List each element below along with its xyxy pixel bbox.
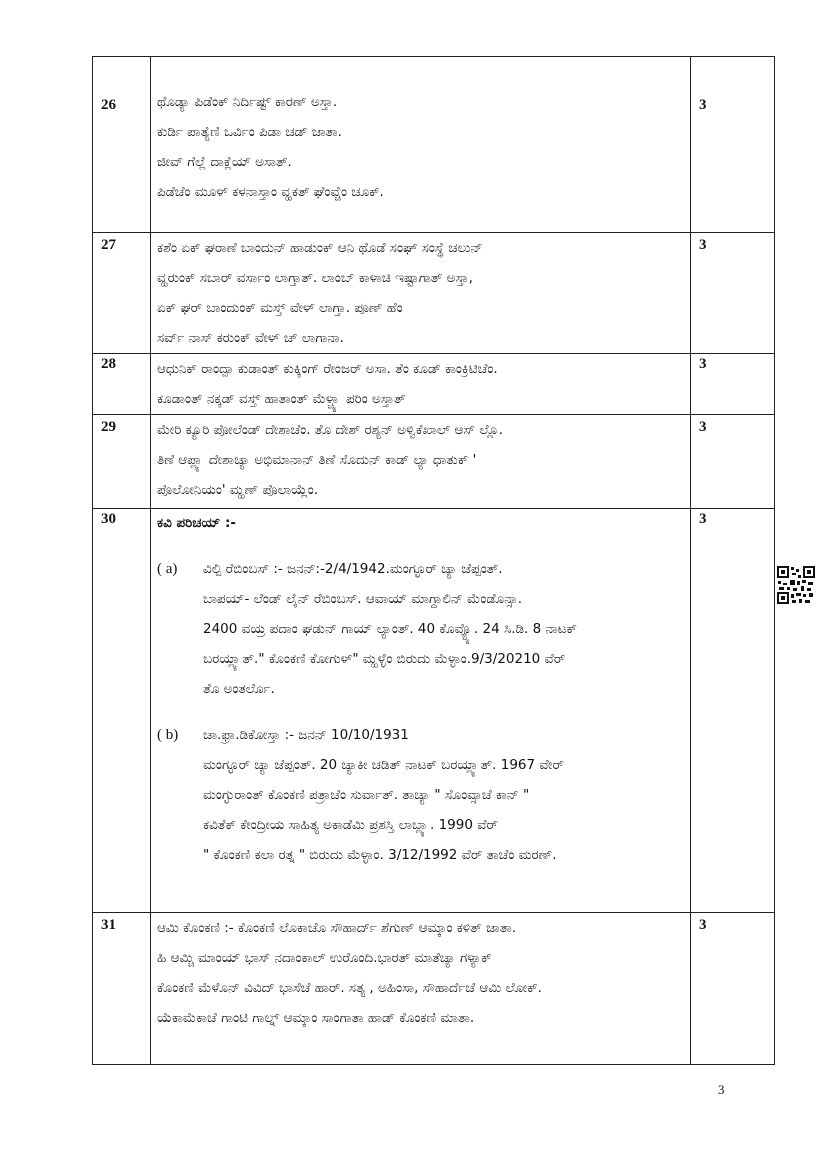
table-row <box>93 415 775 509</box>
question-number <box>93 233 151 354</box>
sub-answer-b <box>157 720 690 870</box>
answer-line: " ಕೊಂಕಣಿ ಕಲಾ ರತ್ನ " ಬಿರುದು ಮೆಳ್ಳಾಂ. 3/12/1992 ವೆರ್ ತಾಚೆಂ ಮರಣ್. <box>203 847 557 863</box>
question-number-text: 30 <box>101 511 116 527</box>
sub-answer-a <box>157 554 690 704</box>
marks-value: 3 <box>699 419 707 435</box>
marks-cell <box>691 233 775 354</box>
answer-cell <box>151 354 691 415</box>
question-number <box>93 913 151 1065</box>
answer-line: ಆಮಿ ಕೊಂಕಣಿ :- ಕೊಂಕಣಿ ಲೊಕಾಚೊ ಸೌಹಾರ್ದ್ ಶೆಗುಣ್ ಆಮ್ಕಾಂ ಕಳಿತ್ ಜಾತಾ. <box>157 920 517 936</box>
answer-line: ಯೆಕಾಮೆಕಾಚೆ ಗಾಂಟಿ ಗಾಲ್ನ್ ಆಮ್ಕಾಂ ಸಾಂಗಾತಾ ಹಾಡ್ ಕೊಂಕಣಿ ಮಾತಾ. <box>157 1010 475 1026</box>
question-number-text: 31 <box>101 917 116 933</box>
question-number <box>93 57 151 233</box>
answer-cell <box>151 57 691 233</box>
answer-line: ಆಧುನಿಕ್ ರಾಂದ್ಪಾ ಕುಡಾಂತ್ ಕುಕ್ಕಿಂಗ್ ರೇಂಜರ್ ಅಸಾ. ತೆಂ ಕೂಡ್ ಕಾಂಕ್ರಿಟಿಚೆಂ. <box>157 361 498 377</box>
section-heading: ಕವಿ ಪರಿಚಯ್ :- <box>157 515 237 531</box>
answer-line: ಸರ್ವ್ ನಾಸ್ ಕರುಂಕ್ ವೇಳ್ ಚ್ ಲಾಗಾನಾ. <box>157 330 344 346</box>
question-number <box>93 415 151 509</box>
answer-line: ಏಕ್ ಘರ್ ಬಾಂದುಂಕ್ ಮಸ್ತ್ ವೇಳ್ ಲಾಗ್ತಾ. ಪೂಣ್ ಹೆಂ <box>157 300 403 316</box>
answer-line: ಪೊಲೋನಿಯಂ' ಮ್ಹಣ್ ಪೊಲಾಯ್ಲೆಂ. <box>157 482 319 498</box>
answer-line: ತಿಣೆ ಆಪ್ಲ್ಯಾ ದೇಶಾಚ್ಯಾ ಅಭಿಮಾನಾನ್ ತಿಣೆ ಸೊದುನ್ ಕಾಡ್ ಲ್ಯಾ ಧಾತುಕ್ ' <box>157 452 477 468</box>
answer-line: ಮಂಗ್ಳುರಾಂತ್ ಕೊಂಕಣಿ ಪತ್ರಾಚೆಂ ಸುರ್ವಾತ್. ತಾಚ್ಯಾ " ಸೊಂವ್ಸಾಚೆ ಕಾನ್ " <box>203 787 530 803</box>
question-number-text: 27 <box>101 237 116 253</box>
question-number <box>93 509 151 913</box>
marks-cell <box>691 354 775 415</box>
qr-code-icon <box>776 565 816 605</box>
question-number-text: 29 <box>101 419 116 435</box>
answer-line: ಮಂಗ್ಳೂರ್ ಚ್ಯಾ ಜೆಪ್ಪಂತ್. 20 ಚ್ಯಾಕೀ ಚಡಿತ್ ನಾಟಕ್ ಬರಯ್ಲ್ಯಾತ್. 1967 ವೇರ್ <box>203 757 564 773</box>
answer-line: ಕೊಂಕಣಿ ಮೆಳೊನ್ ವಿವಿದ್ ಭಾಸೆಚೆ ಹಾರ್. ಸತ್ಯ , ಅಹಿಂಸಾ, ಸೌಹಾರ್ದೆಚೆ ಆಮಿ ಲೋಕ್. <box>157 980 542 996</box>
table-row <box>93 57 775 233</box>
answer-cell <box>151 509 691 913</box>
answer-line: ತೊ ಅಂತರ್ಲೊ. <box>203 681 275 697</box>
answer-line: ಕವಿತೆಕ್ ಕೇಂದ್ರೀಯ ಸಾಹಿತ್ಯ ಅಕಾಡೆಮಿ ಪ್ರಶಸ್ತಿ ಲಾಬ್ಲ್ಯಾ. 1990 ವೆರ್ <box>203 817 498 833</box>
marks-value: 3 <box>699 511 707 527</box>
answer-line: ವ್ಹರುಂಕ್ ಸಬಾರ್ ವರ್ಸಾಂ ಲಾಗ್ತಾತ್. ಲಾಂಬ್ ಕಾಳಾಚಿ ಇಷ್ಟಾಗಾತ್ ಅಸ್ತಾ, <box>157 270 473 286</box>
answer-cell <box>151 233 691 354</box>
marks-value: 3 <box>699 917 707 933</box>
table-row <box>93 913 775 1065</box>
table-row <box>93 233 775 354</box>
answer-line: ಮೇರಿ ಕ್ಯೂರಿ ಪೋಲೆಂಡ್ ದೇಶಾಚೆಂ. ತೊ ದೇಶ್ ರಶ್ಯನ್ ಅಳ್ವಿಕೆಖಾಲ್ ಆಸ್ ಲ್ಲೊ. <box>157 422 504 438</box>
table-row <box>93 354 775 415</box>
answer-line: ಜೀವ್ ಗೆಲ್ಲೆ ದಾಕ್ಲೆಯ್ ಅಸಾತ್. <box>157 154 292 170</box>
page-number: 3 <box>718 1082 725 1097</box>
answer-line: ಬಾಪಯ್- ಲೆಂಡ್ ಲೈನ್ ರೆಬಿಂಬಸ್. ಆವಾಯ್ ಮಾಗ್ದಾಲಿನ್ ಮೆಂಡೊನ್ಸಾ. <box>203 591 523 607</box>
question-number-text: 28 <box>101 356 116 372</box>
answer-line: ಚಾ.ಫ್ರಾ.ಡಿಕೋಸ್ತಾ :- ಜನನ್ 10/10/1931 <box>203 727 409 743</box>
sub-label: ( b) <box>157 727 179 743</box>
answer-line: ಕಶೆಂ ಏಕ್ ಘರಾಣೆ ಬಾಂದುನ್ ಹಾಡುಂಕ್ ಆನಿ ಥೊಡೆ ಸಂಘ್ ಸಂಸ್ಥೆ ಚಲುನ್ <box>157 240 483 256</box>
question-number-text: 26 <box>101 97 116 113</box>
sub-label: ( a) <box>157 561 178 577</box>
marks-cell <box>691 913 775 1065</box>
answer-table <box>92 56 775 1065</box>
marks-value: 3 <box>699 97 707 113</box>
answer-line: ಥೊಡ್ಯಾ ಪಿಡೆಂಕ್ ನಿರ್ದಿಷ್ಟ್ ಕಾರಣ್ ಅಸ್ತಾ. <box>157 94 338 110</box>
marks-cell <box>691 57 775 233</box>
marks-cell <box>691 509 775 913</box>
answer-line: ಕುರ್ಡಿ ಪಾತ್ಯೆಣಿ ಒರ್ವಿಂ ಪಿಡಾ ಚಡ್ ಜಾತಾ. <box>157 124 342 140</box>
answer-line: 2400 ವಯ್ರ ಪದಾಂ ಘಡುನ್ ಗಾಯ್ ಲ್ಯಾಂತ್. 40 ಕೊವ್ಯ್ಯೊ. 24 ಸಿ.ಡಿ. 8 ನಾಟಕ್ <box>203 621 577 637</box>
answer-cell <box>151 415 691 509</box>
answer-line: ಕೂಡಾಂತ್ ನಕ್ಕಡ್ ವಸ್ತ್ ಹಾತಾಂತ್ ಮೆಳ್ಚ್ಯಾ ಪರಿಂ ಅಸ್ತಾತ್ <box>157 391 406 407</box>
answer-cell <box>151 913 691 1065</box>
answer-line: ಪಿಡೆಚೆಂ ಮೂಳ್ ಕಳನಾಸ್ತಾಂ ವ್ಹಕತ್ ಘೆಂವ್ಚೆಂ ಚೂಕ್. <box>157 184 384 200</box>
marks-value: 3 <box>699 356 707 372</box>
answer-line: ಹಿ ಆಮ್ಚಿ ಮಾಂಯ್ ಭಾಸ್ ನದಾಂಕಾಲ್ ಉರೊಂದಿ.ಭಾರತ್ ಮಾತೆಚ್ಯಾ ಗಳ್ಯಾಕ್ <box>157 950 492 966</box>
question-number <box>93 354 151 415</box>
answer-line: ವಿಲ್ಪಿ ರೆಬಿಂಬಸ್ :- ಜನನ್:-2/4/1942.ಮಂಗ್ಳೂರ್ ಚ್ಯಾ ಜೆಪ್ಪಂತ್. <box>203 561 503 577</box>
table-row <box>93 509 775 913</box>
marks-value: 3 <box>699 237 707 253</box>
answer-line: ಬರಯ್ಲ್ಯಾತ್." ಕೊಂಕಣಿ ಕೋಗುಳ್" ಮ್ಹಳ್ಳೆಂ ಬಿರುದು ಮೆಳ್ಳಾಂ.9/3/20210 ವೆರ್ <box>203 651 566 667</box>
marks-cell <box>691 415 775 509</box>
